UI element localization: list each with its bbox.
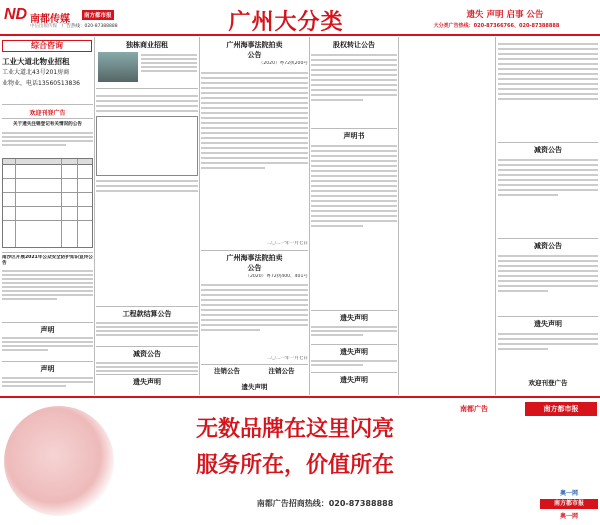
rental-ad-address: 工业大道北43号201房商 bbox=[2, 69, 70, 76]
shop-rental-body bbox=[141, 52, 197, 84]
auction-notice-1-date: 二〇二一年一月七日 bbox=[266, 241, 308, 246]
nansha-notice bbox=[2, 255, 93, 319]
nansha-notice-title: 南沙区开展2021年公众安全防护知识宣传公告 bbox=[2, 255, 93, 266]
auction-notice-2-title: 广州海事法院拍卖 bbox=[226, 254, 283, 262]
logo-badge: 南方都市报 bbox=[82, 10, 114, 20]
section-phone: 大分类广告热线：020-87366766、020-87388888 bbox=[433, 23, 560, 29]
column-4 bbox=[311, 38, 397, 394]
banner-aside-1: 奥一网 bbox=[559, 490, 578, 497]
banner-phone: 南都广告招商热线：020-87388888 bbox=[256, 499, 394, 508]
lost-statement-title-c5: 遗失声明 bbox=[534, 320, 562, 328]
welcome-ad-left: 欢迎刊登广告 bbox=[29, 110, 66, 117]
lost-statement-body-c4b bbox=[311, 358, 397, 370]
banner-brand-1: 南都广告 bbox=[460, 405, 488, 413]
logo bbox=[4, 4, 134, 32]
logo-subtitle: 中信出版传媒 bbox=[30, 24, 57, 29]
logo-text: 南都传媒 bbox=[30, 14, 70, 25]
shop-rental-image bbox=[98, 52, 138, 82]
auction-notice-1-subtitle: 公告 bbox=[247, 51, 262, 59]
column-5 bbox=[498, 38, 598, 394]
banner-aside-3: 奥一网 bbox=[559, 513, 578, 520]
page-title: 广州大分类 bbox=[228, 10, 344, 33]
section-title: 遗失 声明 启事 公告 bbox=[466, 10, 544, 20]
logo-mark-icon: ND bbox=[4, 6, 28, 23]
declaration-title: 声明书 bbox=[343, 132, 365, 140]
lost-statement-title-c4a: 遗失声明 bbox=[340, 314, 368, 322]
auction-notice-2-subtitle: 公告 bbox=[247, 264, 262, 272]
equity-transfer-body bbox=[311, 51, 397, 127]
statement-body-2 bbox=[2, 375, 93, 393]
shop-rental-title: 独栋商业招租 bbox=[126, 41, 168, 49]
column-1 bbox=[2, 38, 93, 394]
statement-title-2: 声明 bbox=[40, 365, 55, 373]
equity-transfer-title: 股权转让公告 bbox=[333, 41, 375, 49]
lost-statement-title-c2: 遗失声明 bbox=[133, 378, 161, 386]
statement-title-1: 声明 bbox=[40, 326, 55, 334]
welcome-ad-right: 欢迎刊登广告 bbox=[528, 379, 568, 387]
rental-ad-phone: 业物业，电话13560513836 bbox=[2, 80, 80, 87]
notice-block-2 bbox=[96, 92, 198, 242]
banner-subheadline: 服务所在，价值所在 bbox=[195, 452, 394, 478]
dereg-notice-title-1: 注销公告 bbox=[214, 367, 240, 375]
registry-table bbox=[2, 158, 93, 248]
rental-ad bbox=[2, 56, 93, 100]
settlement-title: 工程款结算公告 bbox=[122, 310, 172, 318]
column-3 bbox=[201, 38, 308, 394]
banner-map-graphic bbox=[4, 406, 114, 516]
lost-statement-body-c5 bbox=[498, 330, 598, 360]
registry-notice-title: 关于遗失注销登记有关情况的公告 bbox=[13, 122, 82, 127]
column-2 bbox=[96, 38, 198, 394]
bottom-banner bbox=[0, 396, 600, 525]
dereg-notice-title-2: 注销公告 bbox=[268, 367, 295, 375]
consult-badge-label: 综合咨询 bbox=[31, 41, 63, 50]
banner-brand-2: 南方都市报 bbox=[525, 402, 597, 416]
capital-reduction-title-c5a: 减资公告 bbox=[534, 146, 562, 154]
declaration-body bbox=[311, 142, 397, 292]
capital-reduction-body-c5b bbox=[498, 252, 598, 312]
header-rule bbox=[0, 34, 600, 36]
lost-statement-body-c4a bbox=[311, 324, 397, 342]
statement-body-1 bbox=[2, 335, 93, 359]
auction-notice-1-body bbox=[201, 69, 308, 229]
capital-reduction-body-c5a bbox=[498, 156, 598, 236]
auction-notice-2-number: （2020）粤72执400、401号 bbox=[245, 274, 308, 279]
ad-hotline: 广告热线：020-87388888 bbox=[62, 24, 118, 29]
lost-statement-title-c4c: 遗失声明 bbox=[340, 376, 368, 384]
registry-notice-body bbox=[2, 130, 93, 156]
consult-badge bbox=[2, 40, 92, 52]
banner-headline: 无数品牌在这里闪亮 bbox=[195, 416, 394, 442]
auction-notice-2-date: 二〇二一年一月七日 bbox=[266, 356, 308, 361]
capital-reduction-body bbox=[96, 360, 198, 374]
rental-ad-title: 工业大道北物业招租 bbox=[2, 57, 70, 66]
settlement-body bbox=[96, 320, 198, 344]
capital-reduction-title-c5b: 减资公告 bbox=[534, 242, 562, 250]
auction-notice-1-title: 广州海事法院拍卖 bbox=[226, 41, 283, 49]
lost-statement-title-c4b: 遗失声明 bbox=[340, 348, 368, 356]
masthead bbox=[0, 0, 600, 36]
capital-reduction-title: 减资公告 bbox=[133, 350, 161, 358]
banner-aside-2: 南方都市报 bbox=[540, 499, 598, 509]
auction-notice-1-number: （2020）粤72执200号 bbox=[258, 61, 308, 66]
notice-body-c5a bbox=[498, 40, 598, 140]
lost-statement-title-c3: 遗失声明 bbox=[241, 383, 268, 391]
auction-notice-2-body bbox=[201, 281, 308, 353]
